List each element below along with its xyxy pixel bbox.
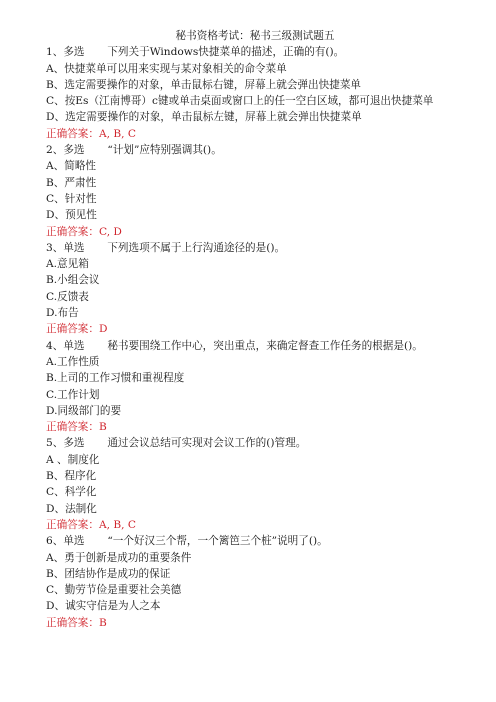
answer-option: A.意见箱 (46, 258, 89, 271)
question-block (46, 240, 456, 338)
answer-option: D、诚实守信是为人之本 (46, 600, 161, 613)
question-number: 4、 (46, 339, 64, 352)
correct-answer-label: 正确答案： (46, 421, 99, 434)
question-number: 2、 (46, 144, 64, 157)
correct-answer-label: 正确答案： (46, 225, 99, 238)
correct-answer-label: 正确答案： (46, 323, 99, 336)
answer-option: B.上司的工作习惯和重视程度 (46, 372, 185, 385)
answer-option: C、按Es（江南博哥）c键或单击桌面或窗口上的任一空白区域，都可退出快捷菜单 (46, 95, 434, 108)
correct-answer (46, 321, 456, 337)
question-number: 3、 (46, 241, 64, 254)
question-stem (46, 142, 456, 158)
question-stem (46, 44, 456, 60)
answer-option: D、选定需要操作的对象，单击鼠标左键，屏幕上就会弹出快捷菜单 (46, 111, 362, 124)
question-number: 5、 (46, 437, 64, 450)
correct-answer-label: 正确答案： (46, 616, 99, 629)
answer-option: B、选定需要操作的对象，单击鼠标右键，屏幕上就会弹出快捷菜单 (46, 78, 362, 91)
correct-answer (46, 517, 456, 533)
question-list (46, 44, 456, 631)
question-block (46, 435, 456, 533)
answer-option: C、勤劳节俭是重要社会美德 (46, 584, 182, 597)
answer-option: B.小组会议 (46, 274, 100, 287)
answer-option: A、快捷菜单可以用来实现与某对象相关的命令菜单 (46, 62, 287, 75)
question-stem (46, 240, 456, 256)
question-number: 6、 (46, 535, 64, 548)
answer-option: A 、制度化 (46, 453, 100, 466)
correct-answer (46, 224, 456, 240)
question-type: 单选 (63, 339, 85, 352)
question-type: 多选 (63, 437, 85, 450)
question-stem (46, 435, 456, 451)
question-text: “计划”应特别强调其()。 (107, 144, 222, 157)
answer-option: C、针对性 (46, 192, 97, 205)
answer-option: D.布告 (46, 307, 79, 320)
question-type: 单选 (63, 241, 85, 254)
correct-answer (46, 419, 456, 435)
answer-option: B、严肃性 (46, 176, 97, 189)
answer-option: A、勇于创新是成功的重要条件 (46, 551, 192, 564)
answer-option: A.工作性质 (46, 355, 100, 368)
question-block (46, 338, 456, 436)
question-block (46, 44, 456, 142)
question-text: 下列关于Windows快捷菜单的描述，正确的有()。 (107, 46, 345, 59)
document-title: 秘书资格考试：秘书三级测试题五 (175, 30, 335, 42)
answer-option: C.工作计划 (46, 388, 100, 401)
correct-answer-value: A, B, C (98, 127, 136, 140)
correct-answer-value: B (98, 421, 107, 434)
correct-answer-label: 正确答案： (46, 127, 99, 140)
answer-option: A、简略性 (46, 160, 97, 173)
question-text: 下列选项不属于上行沟通途径的是()。 (107, 241, 286, 254)
answer-option: B、程序化 (46, 470, 97, 483)
answer-option: D、法制化 (46, 502, 97, 515)
answer-option: B、团结协作是成功的保证 (46, 567, 171, 580)
correct-answer (46, 615, 456, 631)
question-number: 1、 (46, 46, 64, 59)
correct-answer-value: C, D (98, 225, 122, 238)
correct-answer-label: 正确答案： (46, 518, 99, 531)
question-type: 多选 (63, 144, 85, 157)
answer-option: C.反馈表 (46, 290, 89, 303)
answer-option: D、预见性 (46, 209, 97, 222)
question-type: 多选 (63, 46, 85, 59)
document-page (46, 28, 456, 631)
question-text: 秘书要围绕工作中心，突出重点，来确定督查工作任务的根据是()。 (107, 339, 423, 352)
correct-answer-value: B (98, 616, 107, 629)
answer-option: D.同级部门的要 (46, 404, 122, 417)
correct-answer (46, 126, 456, 142)
question-type: 单选 (63, 535, 85, 548)
answer-option: C、科学化 (46, 486, 97, 499)
question-stem (46, 338, 456, 354)
question-text: 通过会议总结可实现对会议工作的()管理。 (107, 437, 307, 450)
question-block (46, 533, 456, 631)
question-text: “一个好汉三个帮，一个篱笆三个桩”说明了()。 (107, 535, 328, 548)
question-block (46, 142, 456, 240)
correct-answer-value: D (98, 323, 108, 336)
correct-answer-value: A, B, C (98, 518, 136, 531)
question-stem (46, 533, 456, 549)
